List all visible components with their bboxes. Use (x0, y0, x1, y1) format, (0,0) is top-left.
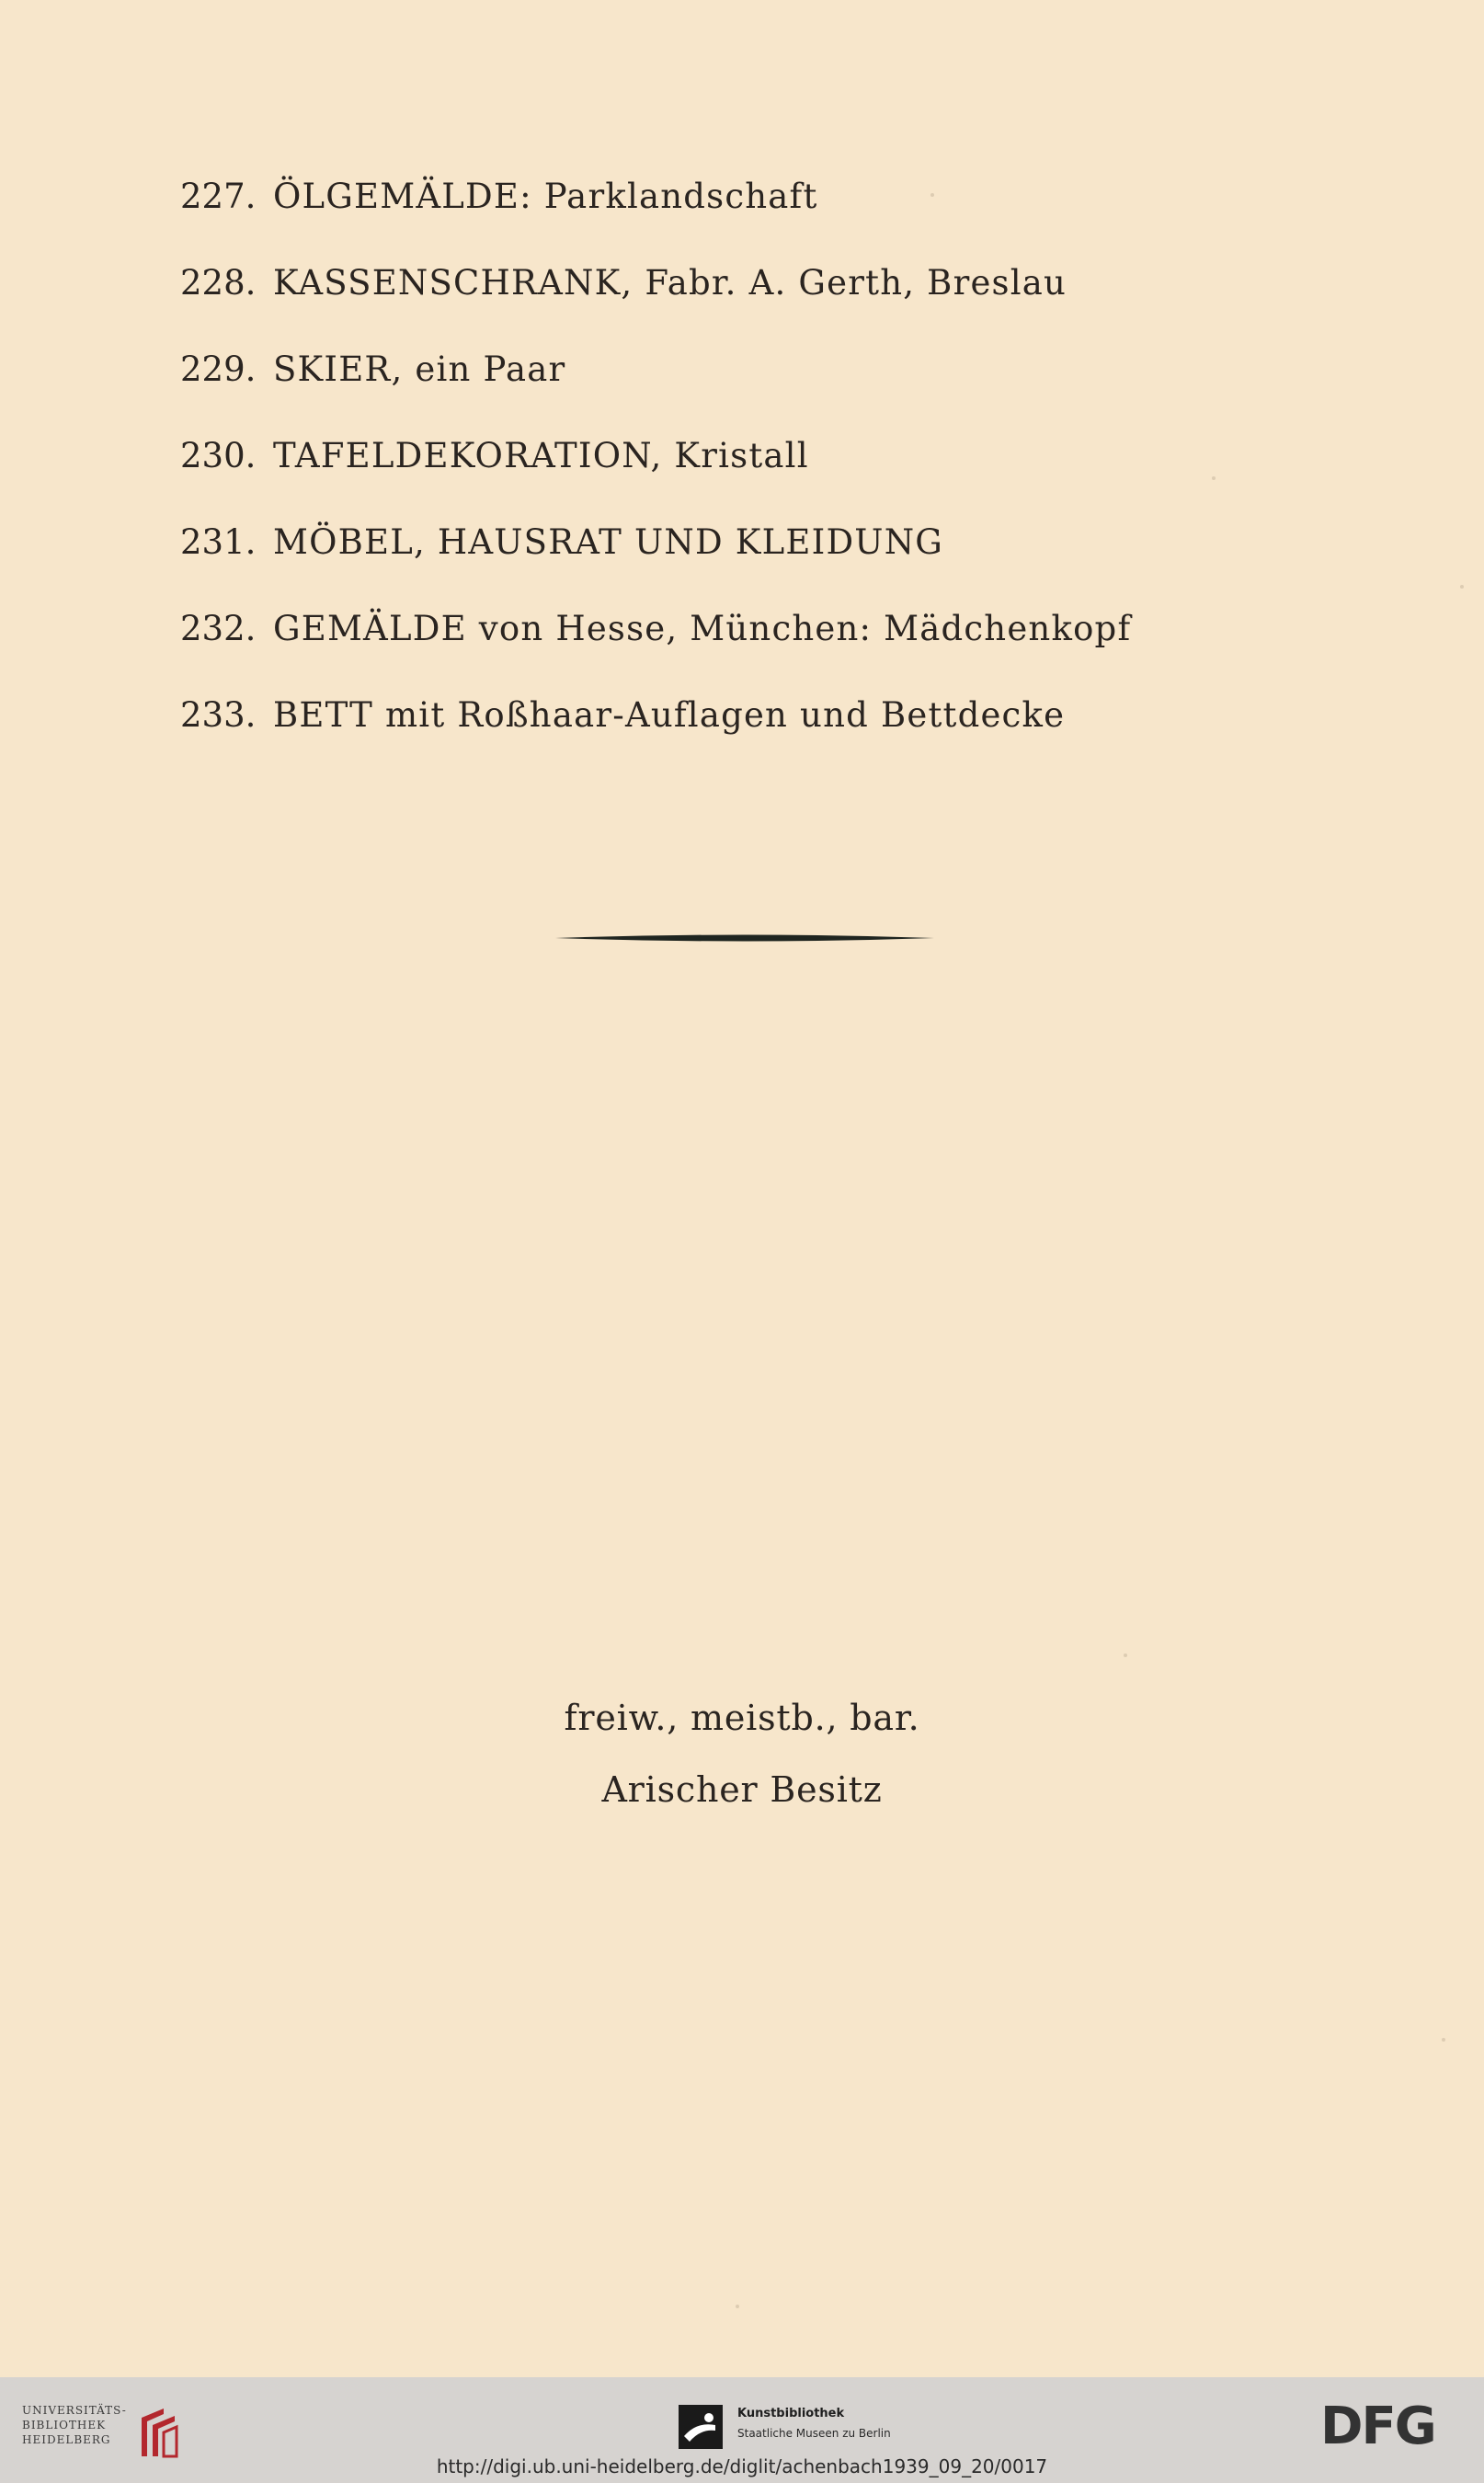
heidelberg-mark-icon (136, 2405, 180, 2460)
kunstbibliothek-mark-icon (679, 2405, 723, 2449)
item-description: MÖBEL, HAUSRAT UND KLEIDUNG (273, 522, 944, 562)
item-number: 232. (180, 609, 257, 648)
paper-speck (736, 2305, 739, 2308)
kunstbibliothek-title: Kunstbibliothek (737, 2407, 845, 2420)
item-number: 233. (180, 695, 257, 735)
heidelberg-university-library-logo (22, 2403, 188, 2462)
paper-speck (1442, 2038, 1445, 2042)
item-description: BETT mit Roßhaar-Auflagen und Bettdecke (273, 695, 1066, 735)
list-item (180, 609, 1376, 695)
list-item (180, 263, 1376, 349)
kunstbibliothek-subtitle: Staatliche Museen zu Berlin (737, 2427, 891, 2440)
sale-terms: freiw., meistb., bar. (564, 1698, 920, 1738)
auction-item-list (180, 177, 1376, 782)
item-description: TAFELDEKORATION, Kristall (273, 436, 809, 475)
item-number: 231. (180, 522, 257, 562)
item-number: 230. (180, 436, 257, 475)
paper-speck (1124, 1653, 1127, 1657)
item-description: GEMÄLDE von Hesse, München: Mädchenkopf (273, 609, 1132, 648)
university-logo-line: BIBLIOTHEK (22, 2419, 107, 2432)
list-item (180, 177, 1376, 263)
list-item (180, 436, 1376, 522)
item-description: KASSENSCHRANK, Fabr. A. Gerth, Breslau (273, 263, 1067, 303)
university-logo-line: HEIDELBERG (22, 2433, 111, 2446)
list-item (180, 349, 1376, 436)
item-number: 228. (180, 263, 257, 303)
digitization-footer (0, 2377, 1484, 2483)
paper-speck (1460, 585, 1464, 589)
kunstbibliothek-logo (679, 2399, 954, 2454)
item-description: SKIER, ein Paar (273, 349, 566, 389)
ornamental-divider (555, 929, 934, 947)
university-logo-line: UNIVERSITÄTS- (22, 2404, 127, 2417)
item-number: 227. (180, 177, 257, 216)
dfg-logo: DFG (1320, 2397, 1435, 2456)
university-logo-text (22, 2403, 127, 2447)
permalink-url[interactable]: http://digi.ub.uni-heidelberg.de/diglit/achenbach1939_09_20/0017 (436, 2455, 1048, 2477)
ownership-note: Arischer Besitz (601, 1769, 883, 1810)
list-item (180, 695, 1376, 782)
item-description: ÖLGEMÄLDE: Parklandschaft (273, 177, 818, 216)
item-number: 229. (180, 349, 257, 389)
list-item (180, 522, 1376, 609)
